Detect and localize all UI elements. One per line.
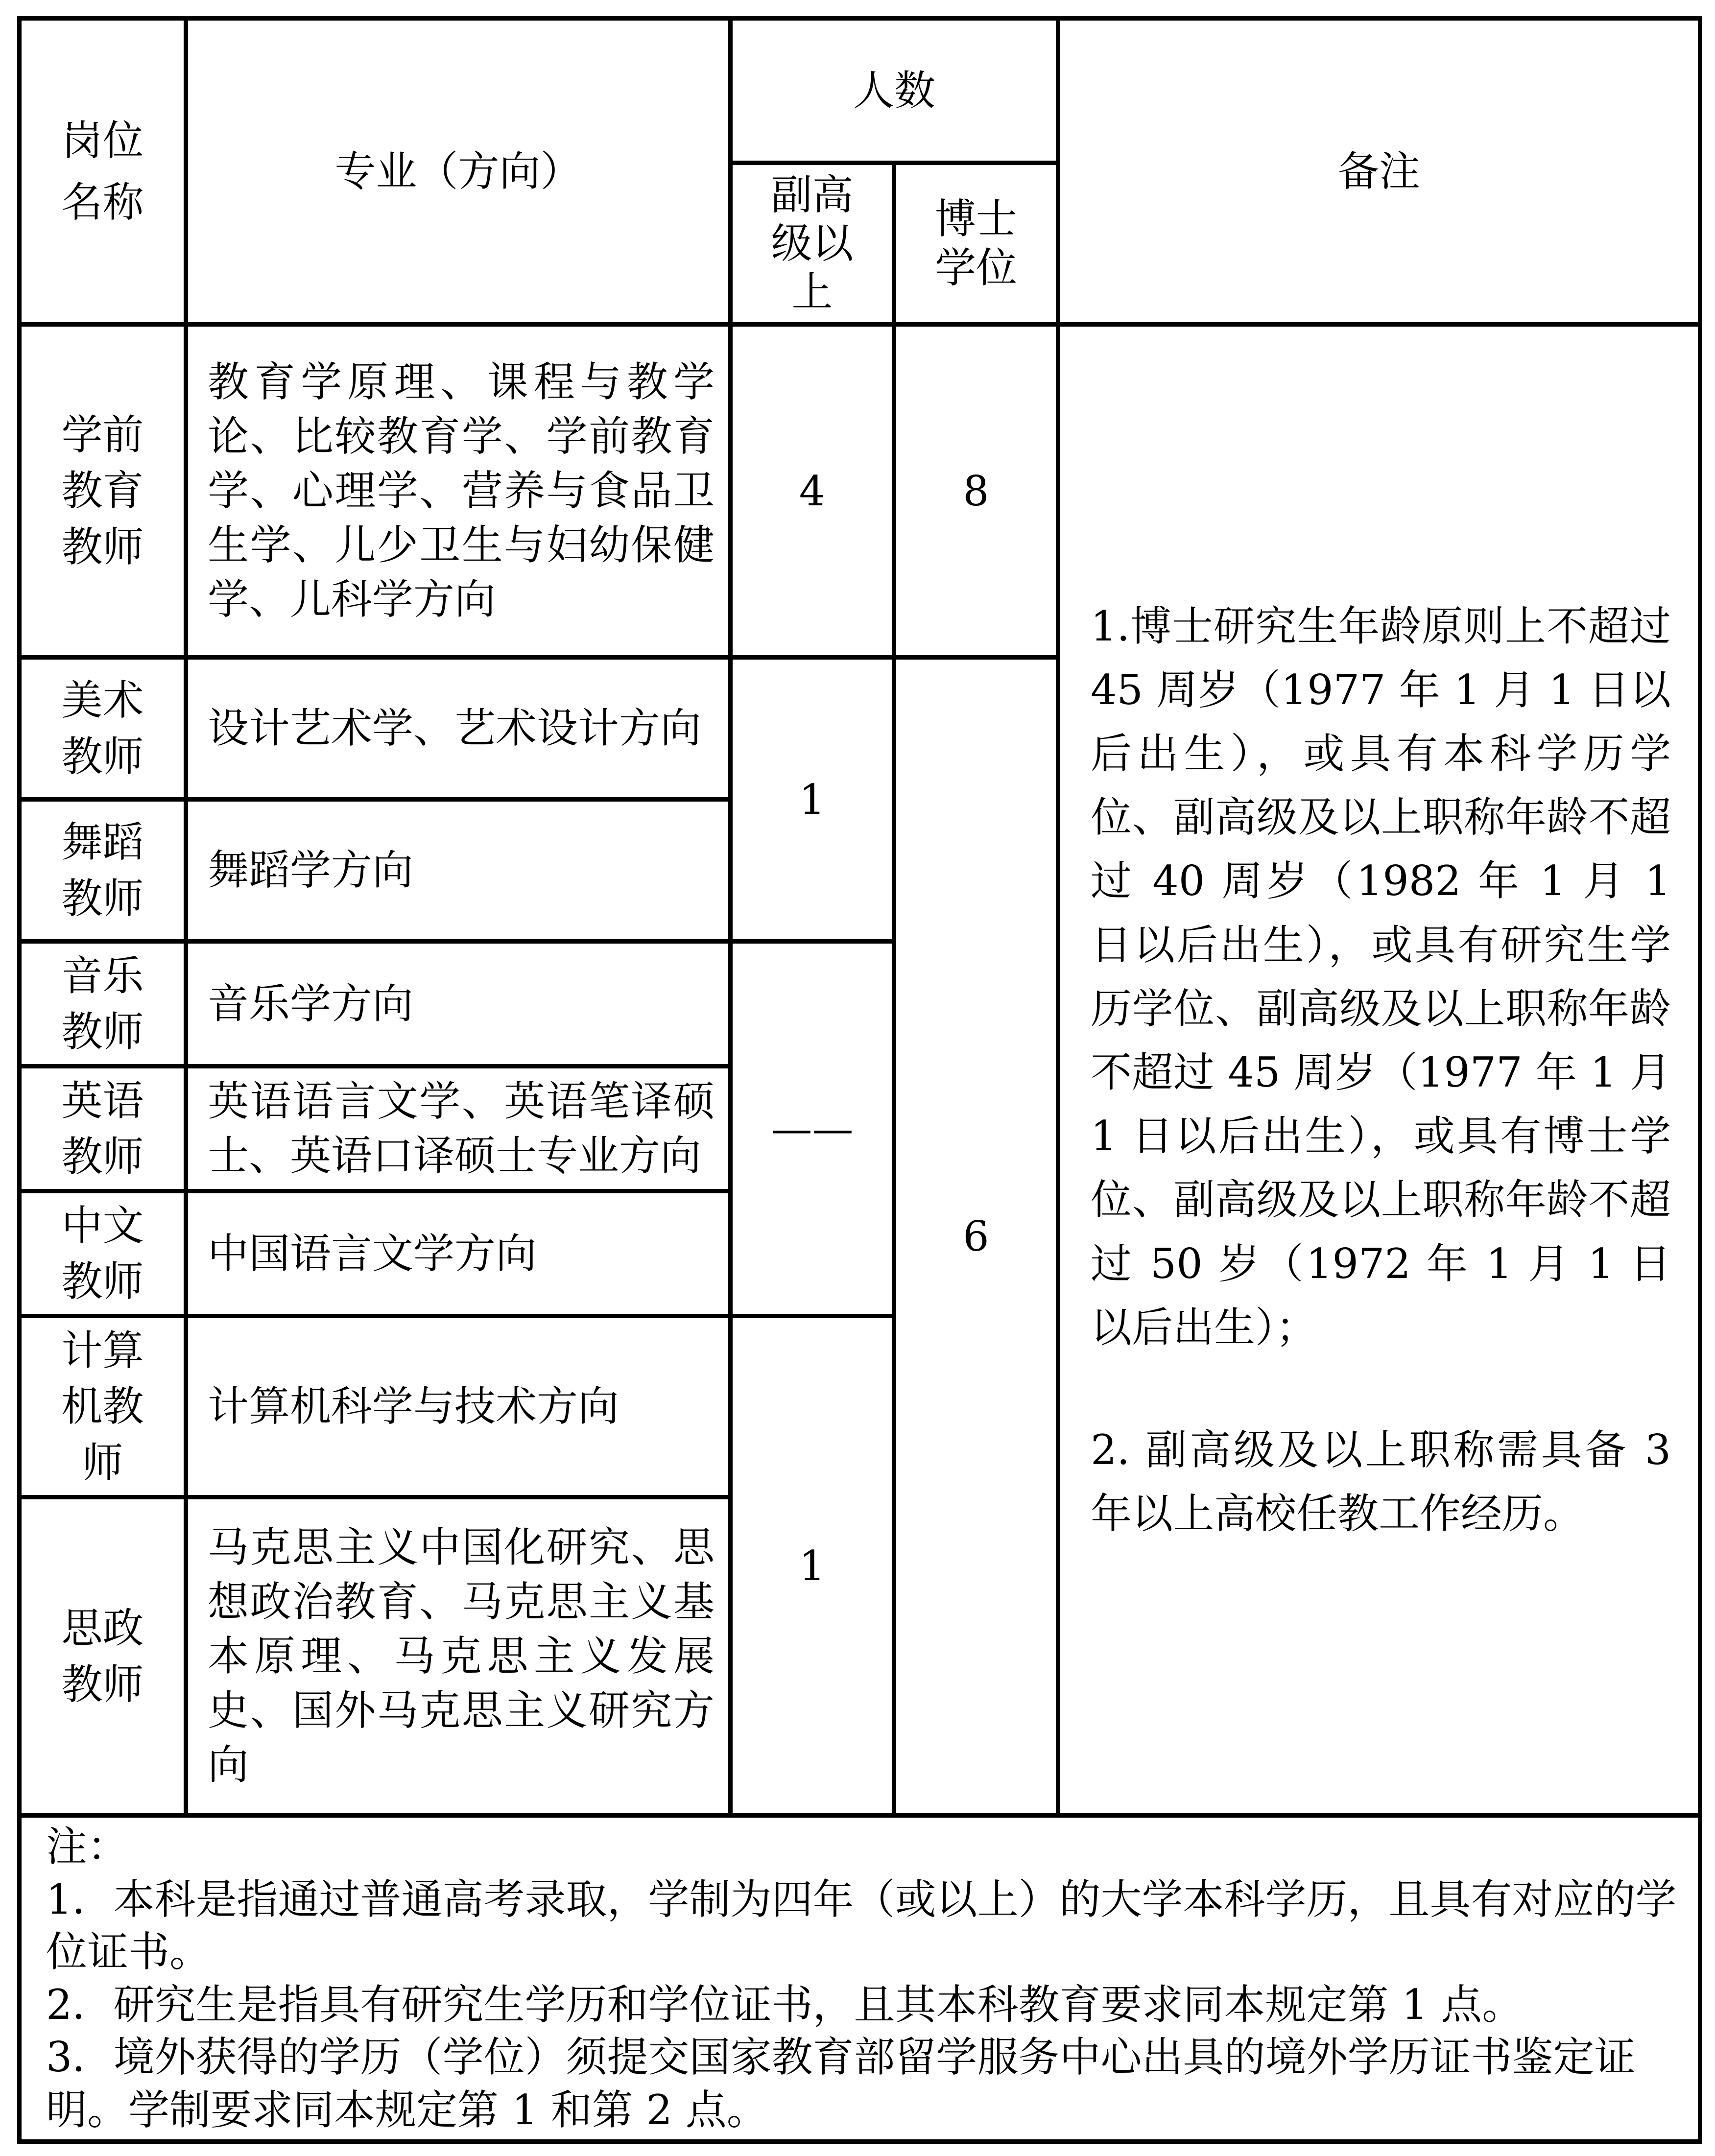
remark-paragraph-2: 2. 副高级及以上职称需具备 3 年以上高校任教工作经历。 bbox=[1091, 1425, 1671, 1538]
notes bbox=[20, 1816, 1700, 2142]
header-remark: 备注 bbox=[1058, 19, 1700, 325]
position-cell: 英语教师 bbox=[20, 1066, 186, 1191]
senior-count-cell: 1 bbox=[731, 1316, 894, 1816]
senior-count-cell: 4 bbox=[731, 325, 894, 658]
header-count: 人数 bbox=[731, 19, 1058, 163]
major-cell: 中国语言文学方向 bbox=[186, 1191, 731, 1316]
major-cell: 音乐学方向 bbox=[186, 942, 731, 1066]
major-cell: 教育学原理、课程与教学论、比较教育学、学前教育学、心理学、营养与食品卫生学、儿少卫生与妇幼保健学、儿科学方向 bbox=[186, 325, 731, 658]
table-row bbox=[20, 325, 1700, 658]
major-cell: 设计艺术学、艺术设计方向 bbox=[186, 658, 731, 800]
position-cell: 美术教师 bbox=[20, 658, 186, 800]
notes-heading: 注： bbox=[46, 1823, 129, 1871]
position-cell: 学前教育教师 bbox=[20, 325, 186, 658]
position-cell: 舞蹈教师 bbox=[20, 800, 186, 942]
recruitment-table-document bbox=[17, 16, 1698, 2144]
notes-row bbox=[20, 1816, 1700, 2142]
senior-count-cell: —— bbox=[731, 942, 894, 1316]
position-cell: 计算机教师 bbox=[20, 1316, 186, 1497]
major-cell: 计算机科学与技术方向 bbox=[186, 1316, 731, 1497]
major-cell: 舞蹈学方向 bbox=[186, 800, 731, 942]
senior-count-cell: 1 bbox=[731, 658, 894, 942]
position-cell: 音乐教师 bbox=[20, 942, 186, 1066]
note-item: 3．境外获得的学历（学位）须提交国家教育部留学服务中心出具的境外学历证书鉴定证明。学制要求同本规定第 1 和第 2 点。 bbox=[46, 2033, 1636, 2134]
header-count-senior: 副高级以上 bbox=[731, 163, 894, 325]
note-item: 1．本科是指通过普通高考录取，学制为四年（或以上）的大学本科学历，且具有对应的学位证书。 bbox=[46, 1875, 1677, 1976]
note-item: 2．研究生是指具有研究生学历和学位证书，且其本科教育要求同本规定第 1 点。 bbox=[46, 1980, 1524, 2029]
doctor-count-cell: 6 bbox=[894, 658, 1058, 1816]
position-cell: 中文教师 bbox=[20, 1191, 186, 1316]
header-position: 岗位名称 bbox=[20, 19, 186, 325]
doctor-count-cell: 8 bbox=[894, 325, 1058, 658]
header-row-top bbox=[20, 19, 1700, 163]
header-major: 专业（方向） bbox=[186, 19, 731, 325]
remark-paragraph-1: 1.博士研究生年龄原则上不超过 45 周岁（1977 年 1 月 1 日以后出生），或具有本科学历学位、副高级及以上职称年龄不超过 40 周岁（1982 年 1 月 1 日以后出生），或具有研究生学历学位、副高级及以上职称年龄不超过 45 周岁（1977 年 1 月 1 日以后出生），或具有博士学位、副高级及以上职称年龄不超过 50 岁（1972 年 1 月 1 日以后出生）； bbox=[1091, 602, 1671, 1351]
header-count-doctor: 博士学位 bbox=[894, 163, 1058, 325]
position-cell: 思政教师 bbox=[20, 1497, 186, 1816]
recruitment-table bbox=[17, 16, 1702, 2144]
major-cell: 马克思主义中国化研究、思想政治教育、马克思主义基本原理、马克思主义发展史、国外马克思主义研究方向 bbox=[186, 1497, 731, 1816]
remark-cell bbox=[1058, 325, 1700, 1816]
major-cell: 英语语言文学、英语笔译硕士、英语口译硕士专业方向 bbox=[186, 1066, 731, 1191]
